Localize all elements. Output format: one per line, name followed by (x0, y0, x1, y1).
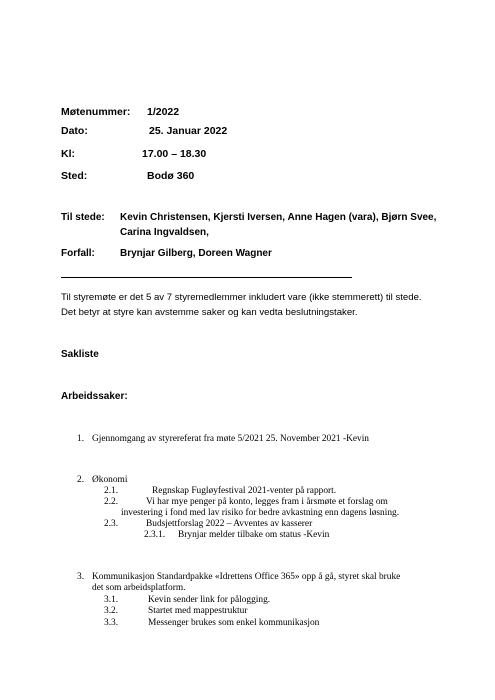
meeting-number-value: 1/2022 (147, 106, 180, 118)
item-3-text-line2: det som arbeidsplatform. (92, 583, 186, 593)
item-2-2-number: 2.2. (104, 497, 119, 507)
item-1-number: 1. (77, 434, 85, 444)
item-2-number: 2. (77, 475, 85, 485)
date-label: Dato: (61, 125, 88, 137)
item-3-1-text: Kevin sender link for pålogging. (148, 595, 271, 605)
place-value: Bodø 360 (147, 170, 195, 182)
meeting-number-label: Møtenummer: (61, 106, 131, 118)
item-3-3-text: Messenger brukes som enkel kommunikasjon (148, 618, 320, 628)
item-3-number: 3. (77, 572, 85, 582)
item-2-2-text-line2: investering i fond med lav risiko for bedre avkastning enn dagens løsning. (121, 508, 400, 518)
separator-line (61, 277, 352, 278)
absent-label: Forfall: (61, 248, 95, 259)
present-label: Til stede: (61, 212, 105, 223)
absent-names: Brynjar Gilberg, Doreen Wagner (120, 248, 272, 259)
item-2-1-number: 2.1. (104, 486, 119, 496)
item-3-text-line1: Kommunikasjon Standardpakke «Idrettens Office 365» opp å gå, styret skal bruke (92, 572, 401, 582)
quorum-line1: Til styremøte er det 5 av 7 styremedlemmer inkludert vare (ikke stemmerett) til stede. (61, 292, 422, 303)
quorum-line2: Det betyr at styre kan avstemme saker og kan vedta beslutningstaker. (61, 307, 358, 318)
date-value: 25. Januar 2022 (149, 125, 228, 137)
item-2-3-1-text: Brynjar melder tilbake om status -Kevin (178, 530, 330, 540)
arbeidssaker-heading: Arbeidssaker: (61, 391, 128, 402)
item-3-2-number: 3.2. (104, 606, 119, 616)
time-value: 17.00 – 18.30 (142, 148, 207, 160)
item-2-3-1-number: 2.3.1. (144, 530, 166, 540)
item-2-1-text: Regnskap Fugløyfestival 2021-venter på rapport. (152, 486, 337, 496)
item-2-3-number: 2.3. (104, 519, 119, 529)
time-label: Kl: (61, 148, 75, 160)
present-names-line2: Carina Ingvaldsen, (120, 227, 209, 238)
item-2-text: Økonomi (92, 475, 128, 485)
item-1-text: Gjennomgang av styrereferat fra møte 5/2021 25. November 2021 -Kevin (92, 434, 369, 444)
sakliste-heading: Sakliste (61, 349, 99, 360)
item-2-2-text-line1: Vi har mye penger på konto, legges fram i årsmøte et forslag om (146, 497, 388, 507)
present-names-line1: Kevin Christensen, Kjersti Iversen, Anne Hagen (vara), Bjørn Svee, (120, 212, 437, 223)
item-3-2-text: Startet med mappestruktur (148, 606, 248, 616)
item-2-3-text: Budsjettforslag 2022 – Avventes av kasserer (146, 519, 313, 529)
item-3-1-number: 3.1. (104, 595, 119, 605)
item-3-3-number: 3.3. (104, 618, 119, 628)
place-label: Sted: (61, 170, 88, 182)
